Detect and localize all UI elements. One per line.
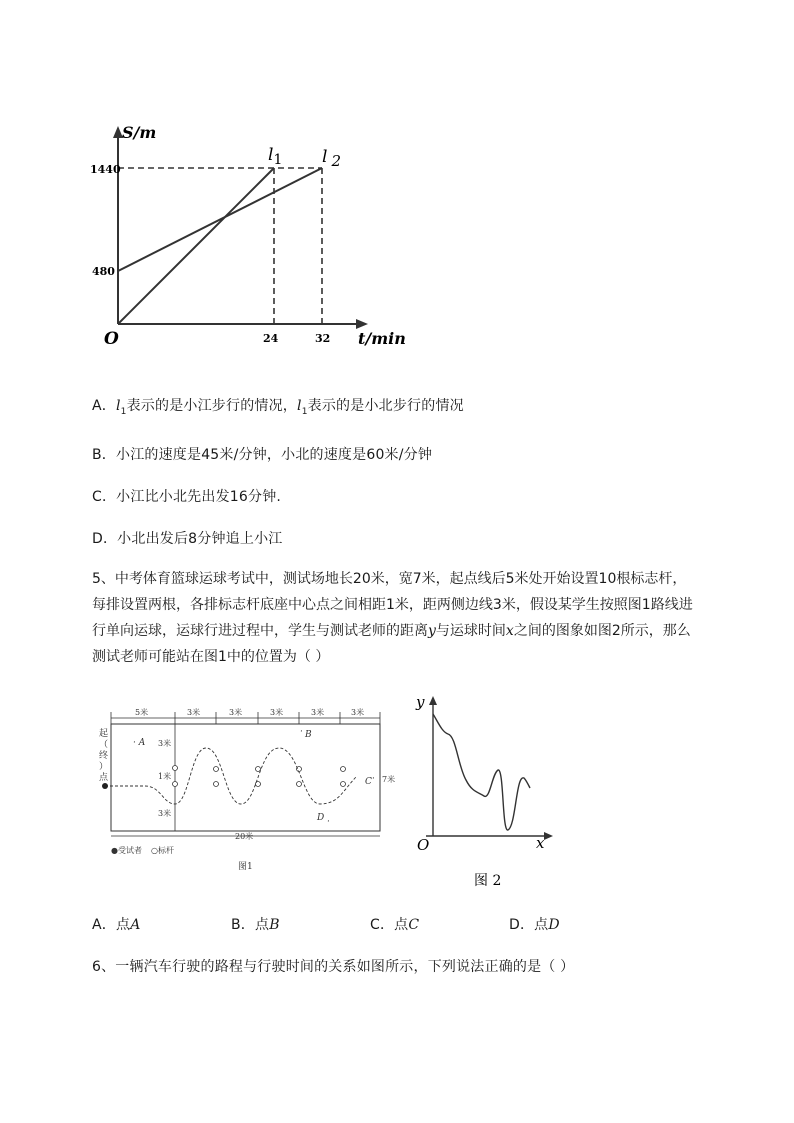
point-c-dot: · (372, 774, 375, 784)
line-l1 (118, 168, 274, 324)
fig2-y-label: y (416, 693, 425, 711)
figure-1-caption: 图1 (238, 862, 253, 872)
x-axis-label: t/min (358, 329, 406, 348)
start-label-2: 终 (99, 751, 109, 761)
pole (256, 767, 261, 772)
q5-option-d: D．点D (509, 917, 560, 933)
figure-2-caption: 图 2 (474, 873, 502, 889)
top-dim-4: 3米 (311, 708, 325, 717)
x-tick-32: 32 (315, 332, 331, 345)
q5-option-a: A．点A (92, 917, 141, 933)
pole (173, 782, 178, 787)
start-label-0: 起 (99, 729, 109, 739)
line-l1-label: $l_1$ (268, 145, 283, 168)
top-dim-0: 5米 (135, 708, 149, 717)
q5-line-4: 测试老师可能站在图1中的位置为（ ） (92, 649, 330, 665)
fig2-x-label: x (536, 834, 545, 852)
pole (297, 782, 302, 787)
court-figure (95, 700, 405, 880)
pole (173, 766, 178, 771)
start-label-1: （ (99, 740, 109, 750)
line-l2-label: l 2 (322, 147, 341, 170)
top-dim-3: 3米 (270, 708, 284, 717)
right-dim: 7米 (382, 775, 396, 784)
start-label-3: ） (99, 762, 109, 772)
line-l2 (118, 168, 322, 271)
pole (214, 782, 219, 787)
q5-stem (92, 566, 732, 670)
y-tick-1440: 1440 (90, 163, 121, 176)
point-d-dot: · (327, 817, 330, 827)
pole (341, 767, 346, 772)
top-dim-5: 3米 (351, 708, 365, 717)
player-dot (102, 783, 108, 789)
q6-stem: 6、一辆汽车行驶的路程与行驶时间的关系如图所示，下列说法正确的是（ ） (92, 959, 575, 975)
distance-graph (412, 692, 562, 892)
pole (341, 782, 346, 787)
top-dim-2: 3米 (229, 708, 243, 717)
q5-option-b: B．点B (231, 917, 280, 933)
left-dim-0: 3米 (158, 739, 172, 748)
q5-option-c: C．点C (370, 917, 420, 933)
point-b-label: · (300, 727, 303, 737)
q5-line-3: 行单向运球，运球行进过程中，学生与测试老师的距离y与运球时间x之间的图象如图2所示，那么 (92, 623, 691, 639)
legend-player: ●受试者 (111, 846, 142, 855)
bottom-dim: 20米 (235, 832, 254, 841)
fig2-x-axis-arrow (544, 832, 553, 840)
q4-option-d: D．小北出发后8分钟追上小江 (92, 531, 283, 547)
point-d-label: D (317, 813, 325, 823)
point-c-label: C (365, 777, 372, 787)
dribble-route (105, 748, 357, 804)
q4-option-c: C．小江比小北先出发16分钟. (92, 489, 282, 505)
point-a-label: · A (133, 738, 146, 748)
top-dim-1: 3米 (187, 708, 201, 717)
court-boundary (111, 724, 380, 831)
left-dim-2: 3米 (158, 809, 172, 818)
y-tick-480: 480 (92, 265, 115, 278)
start-label-4: 点 (99, 773, 109, 783)
left-dim-1: 1米 (158, 772, 172, 781)
x-axis-arrow (356, 319, 368, 329)
q5-line-1: 5、中考体育篮球运球考试中，测试场地长20米，宽7米，起点线后5米处开始设置10根标志杆， (92, 571, 687, 587)
y-axis-label: S/m (122, 123, 157, 142)
fig2-curve (433, 714, 530, 830)
origin-label: O (104, 329, 119, 349)
q4-option-b: B．小江的速度是45米/分钟，小北的速度是60米/分钟 (92, 447, 433, 463)
q5-line-2: 每排设置两根，各排标志杆底座中心点之间相距1米，距两侧边线3米，假设某学生按照图1路线进 (92, 597, 693, 613)
legend-pole: ○标杆 (151, 846, 174, 855)
fig2-origin: O (417, 836, 430, 854)
pole (214, 767, 219, 772)
fig2-y-axis-arrow (429, 696, 437, 705)
distance-time-graph (90, 112, 420, 362)
q4-option-a: A．$l_1$表示的是小江步行的情况，$l_1$表示的是小北步行的情况 (92, 398, 464, 417)
point-b-letter: B (305, 730, 312, 740)
x-tick-24: 24 (263, 332, 279, 345)
